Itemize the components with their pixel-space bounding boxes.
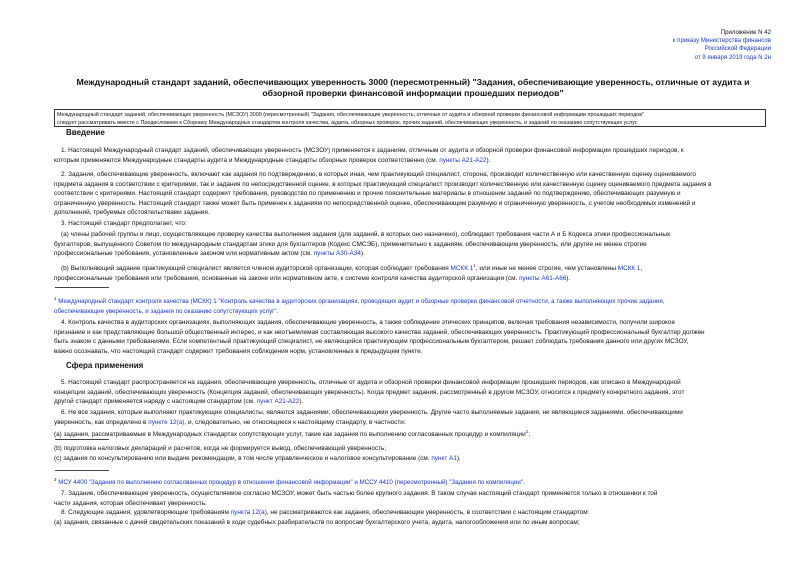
document-title bbox=[57, 77, 769, 98]
paragraph-6 bbox=[54, 408, 769, 440]
footnote-divider-1 bbox=[55, 287, 109, 288]
p8-line1: 8. Следующие задания, удовлетворяющие требованиям пункта 12(a), не рассматриваются как задания, обеспечивающие уверенность, в соответствии с настоящим стандартом: bbox=[61, 509, 590, 516]
paragraph-2 bbox=[54, 170, 769, 218]
footnote-2 bbox=[54, 475, 769, 488]
link-mskk1-second[interactable]: МСКК 1 bbox=[617, 265, 641, 273]
appendix-header bbox=[673, 29, 771, 62]
footnote-1 bbox=[54, 294, 769, 316]
paragraph-1 bbox=[54, 146, 769, 165]
p3a-line1: (a) члены рабочей группы и лицо, осуществляющее проверку качества выполнения задания (для заданий, в которых оно назначено), соблюдают требования части А и Б Кодекса этики профессиональных bbox=[61, 231, 671, 238]
paragraph-5 bbox=[54, 378, 769, 407]
paragraph-3: 3. Настоящий стандарт предполагает, что: bbox=[61, 220, 187, 227]
p1-line1: 1. Настоящий Международный стандарт заданий, обеспечивающих уверенность (МСЗОУ) применяется к заданиям, отличным от аудита и обзорной проверки финансовой информации прошедших периодов, к bbox=[61, 147, 684, 154]
preface-notice-box bbox=[54, 109, 766, 127]
footnote-divider-2 bbox=[55, 470, 109, 471]
link-a1[interactable]: пункт А1 bbox=[431, 454, 457, 462]
link-mskk1-first[interactable]: МСКК 1 bbox=[450, 265, 474, 273]
p8-item-a: (a) задания, связанные с дачей свидетельских показаний в ходе судебных разбирательств по вопросам бухгалтерского учета, аудита, налогообложения или по иным вопросам; bbox=[54, 518, 580, 526]
appendix-number: Приложение N 42 bbox=[720, 29, 771, 36]
p2-line2: предмета задания в соответствии с критериями, так и задания по непосредственной оценке, в которых практикующий специалист производит количественную или качественную оценку оцениваемого предмета задания в bbox=[54, 180, 712, 188]
paragraph-8 bbox=[54, 508, 769, 527]
order-link-line1[interactable]: к приказу Министерства финансов bbox=[672, 37, 771, 45]
link-a30-a34[interactable]: пункты А30-А34 bbox=[313, 250, 361, 257]
p4-line2: признание и как представляющие большой общественный интерес, и как неотъемлемая составляющая высокого качества заданий, обеспечивающих уверенность. Практикующий профессиональный бухгалтер должен bbox=[54, 328, 705, 336]
fn1-line2[interactable]: обеспечивающие уверенность, и задания по оказанию сопутствующих услуг". bbox=[54, 307, 279, 315]
fn2-line: $^2$ МСУ 4400 "Задания по выполнению согласованных процедур в отношении финансовой информации" и МССУ 4410 (пересмотренный) "Задания по компиляции". bbox=[54, 477, 525, 487]
link-a61-a66[interactable]: пункты А61-А66 bbox=[519, 274, 567, 282]
p6-item-a: (a) задания, рассматриваемые в Международных стандартах сопутствующих услуг, такие как задания по выполнению согласованных процедур и компиляции$^2$; bbox=[54, 429, 530, 439]
p6-line1: 6. Не все задания, которые выполняют практикующие специалисты, являются заданиями, обеспечивающими уверенность. Другие часто выполняемые задания, не являющиеся заданиями, обеспечивающими bbox=[61, 409, 683, 416]
link-a21-a22[interactable]: пункты А21-А22 bbox=[439, 156, 487, 164]
p5-line1: 5. Настоящий стандарт распространяется на задания, обеспечивающие уверенность, отличные от аудита и обзорной проверки финансовой информации прошедших периодов, как описано в Международной bbox=[61, 379, 681, 386]
title-line1: Международный стандарт заданий, обеспечивающих уверенность 3000 (пересмотренный) "Задания, обеспечивающие уверенность, отличные от аудита и bbox=[76, 77, 750, 87]
footnote-ref-1[interactable]: 1 bbox=[473, 263, 476, 268]
paragraph-3a bbox=[54, 230, 769, 259]
p6-item-b: (b) подготовка налоговых деклараций и расчетов, когда не формируется вывод, обеспечивающий уверенность; bbox=[54, 445, 387, 452]
paragraph-4 bbox=[54, 318, 769, 356]
p3b-line2: профессиональные требования или требования, основанные на законе или нормативном акте, к системе контроля качества аудиторской организации (см. пункты А61-А66). bbox=[54, 274, 571, 282]
p1-line2: которым применяются Международные стандарты аудита и Международные стандарты обзорных проверок соответственно (см. пункты А21-А22). bbox=[54, 156, 491, 164]
link-msu-4400[interactable]: МСУ 4400 bbox=[58, 479, 88, 487]
link-point-12a[interactable]: пункте 12(a) bbox=[148, 418, 185, 426]
p4-line3: быть знаком с данными требованиями. Если компетентный практикующий специалист, не являющийся практикующим профессиональным бухгалтером, решает соблюдать требования данного или других МСЗОУ, bbox=[54, 338, 689, 345]
footnote-divider-small bbox=[55, 439, 109, 440]
fn1-link[interactable]: Международный стандарт контроля качества (МСКК) 1 "Контроль качества в аудиторских организациях, проводящих аудит и обзорные проверки финансовой отчетности, а также выполняющих прочие задания, bbox=[58, 298, 665, 306]
link-mssu-4410[interactable]: МССУ 4410 bbox=[359, 479, 393, 487]
section-heading-scope: Сфера применения bbox=[66, 361, 144, 370]
p3b-line1: (b) Выполняющий задание практикующий специалист является членом аудиторской организации, которая соблюдает требования МСКК $1^1$, или иные не менее строгие, чем установлены МСКК 1, bbox=[61, 263, 643, 273]
order-link-line3[interactable]: от 9 января 2019 года N 2н bbox=[694, 53, 771, 61]
notice-line2: следует рассматривать вместе с Предисловием к Сборнику Международных стандартов контроля качества, аудита, обзорных проверок, прочих заданий, обеспечивающих уверенность, и заданий по оказанию сопутствующих услуг. bbox=[57, 120, 638, 126]
p2-line1: 2. Задания, обеспечивающие уверенность, включают как задания по подтверждению, в которых иная, чем практикующий специалист, сторона, производит количественную или качественную оценку оцениваемого bbox=[61, 171, 696, 178]
paragraph-6-items bbox=[54, 444, 769, 463]
link-point-12a-p8[interactable]: пункта 12(a) bbox=[230, 509, 267, 516]
p2-line4: ограниченную уверенность. Настоящий стандарт также может быть применен к заданиям по непосредственной оценке, обеспечивающим разумную и ограниченную уверенность, с учетом необходимых изменений и bbox=[54, 199, 696, 207]
p6-line2: уверенность, как определено в пункте 12(a), и, следовательно, не относящиеся к настоящему стандарту, в частности: bbox=[54, 418, 406, 426]
p2-line3: соответствии с критериями. Настоящий стандарт содержит требования, руководство по применению и прочие пояснительные материалы в отношении заданий по подтверждению, обеспечивающих разумную и bbox=[54, 190, 681, 197]
p5-line3: другой стандарт применяется наряду с настоящим стандартом (см. пункт А21-А22). bbox=[54, 398, 304, 405]
fn1-line1: $^1$ Международный стандарт контроля качества (МСКК) 1 "Контроль качества в аудиторских организациях, проводящих аудит и обзорные проверки финансовой отчетности, а также выполняющих прочие задания, bbox=[54, 296, 665, 306]
title-line2: обзорной проверки финансовой информации прошедших периодов" bbox=[262, 87, 564, 98]
p4-line1: 4. Контроль качества в аудиторских организациях, выполняющих задания, обеспечивающие уверенность, а также соблюдение этических принципов, включая требования независимости, получили широкое bbox=[61, 319, 676, 326]
paragraph-7 bbox=[54, 489, 769, 508]
p2-line5: дополнений, требуемых обстоятельствами задания. bbox=[54, 209, 210, 216]
footnote-ref-2[interactable]: 2 bbox=[525, 429, 529, 434]
p6-item-c: (c) задания по консультированию или выдаче рекомендации, в том числе управленческое и налоговое консультирование (см. пункт А1). bbox=[54, 454, 461, 462]
paragraph-3b bbox=[54, 261, 769, 283]
p4-line4: важно осознавать, что настоящий стандарт содержит требования соблюдения норм, установленных в предыдущем пункте. bbox=[54, 347, 423, 355]
p3a-line3: профессиональные требования, установленные законом или нормативным актом (см. пункты А30-А34). bbox=[54, 250, 365, 257]
order-link-line2[interactable]: Российской Федерации bbox=[704, 45, 771, 53]
p7-line1: 7. Задание, обеспечивающее уверенность, осуществляемое согласно МСЗОУ, может быть частью более крупного задания. В таком случае настоящий стандарт применяется только в отношении к той bbox=[61, 490, 658, 497]
link-a21-a22-scope[interactable]: пункт А21-А22 bbox=[256, 398, 300, 405]
p5-line2: концепции заданий, обеспечивающих уверенность (Концепция заданий, обеспечивающих уверенность). Когда предмет задания, рассмотренный в другом МСЗОУ, относится к предмету конкретного задания, этот bbox=[54, 388, 685, 396]
p3a-line2: бухгалтеров, выпущенного Советом по международным стандартам этики для бухгалтеров (Кодекс СМСЭБ), применительно к заданиям, обеспечивающим уверенность, или другие не менее строгие bbox=[54, 240, 647, 248]
p7-line2: части задания, которая обеспечивает уверенность. bbox=[54, 499, 207, 507]
section-heading-intro: Введение bbox=[66, 128, 105, 137]
notice-line1: Международный стандарт заданий, обеспечивающих уверенность (МСЗОУ) 3000 (пересмотренный) "Задания, обеспечивающие уверенность, отличные от аудита и обзорной проверки финансовой информации прошедших периодов" bbox=[57, 112, 645, 118]
